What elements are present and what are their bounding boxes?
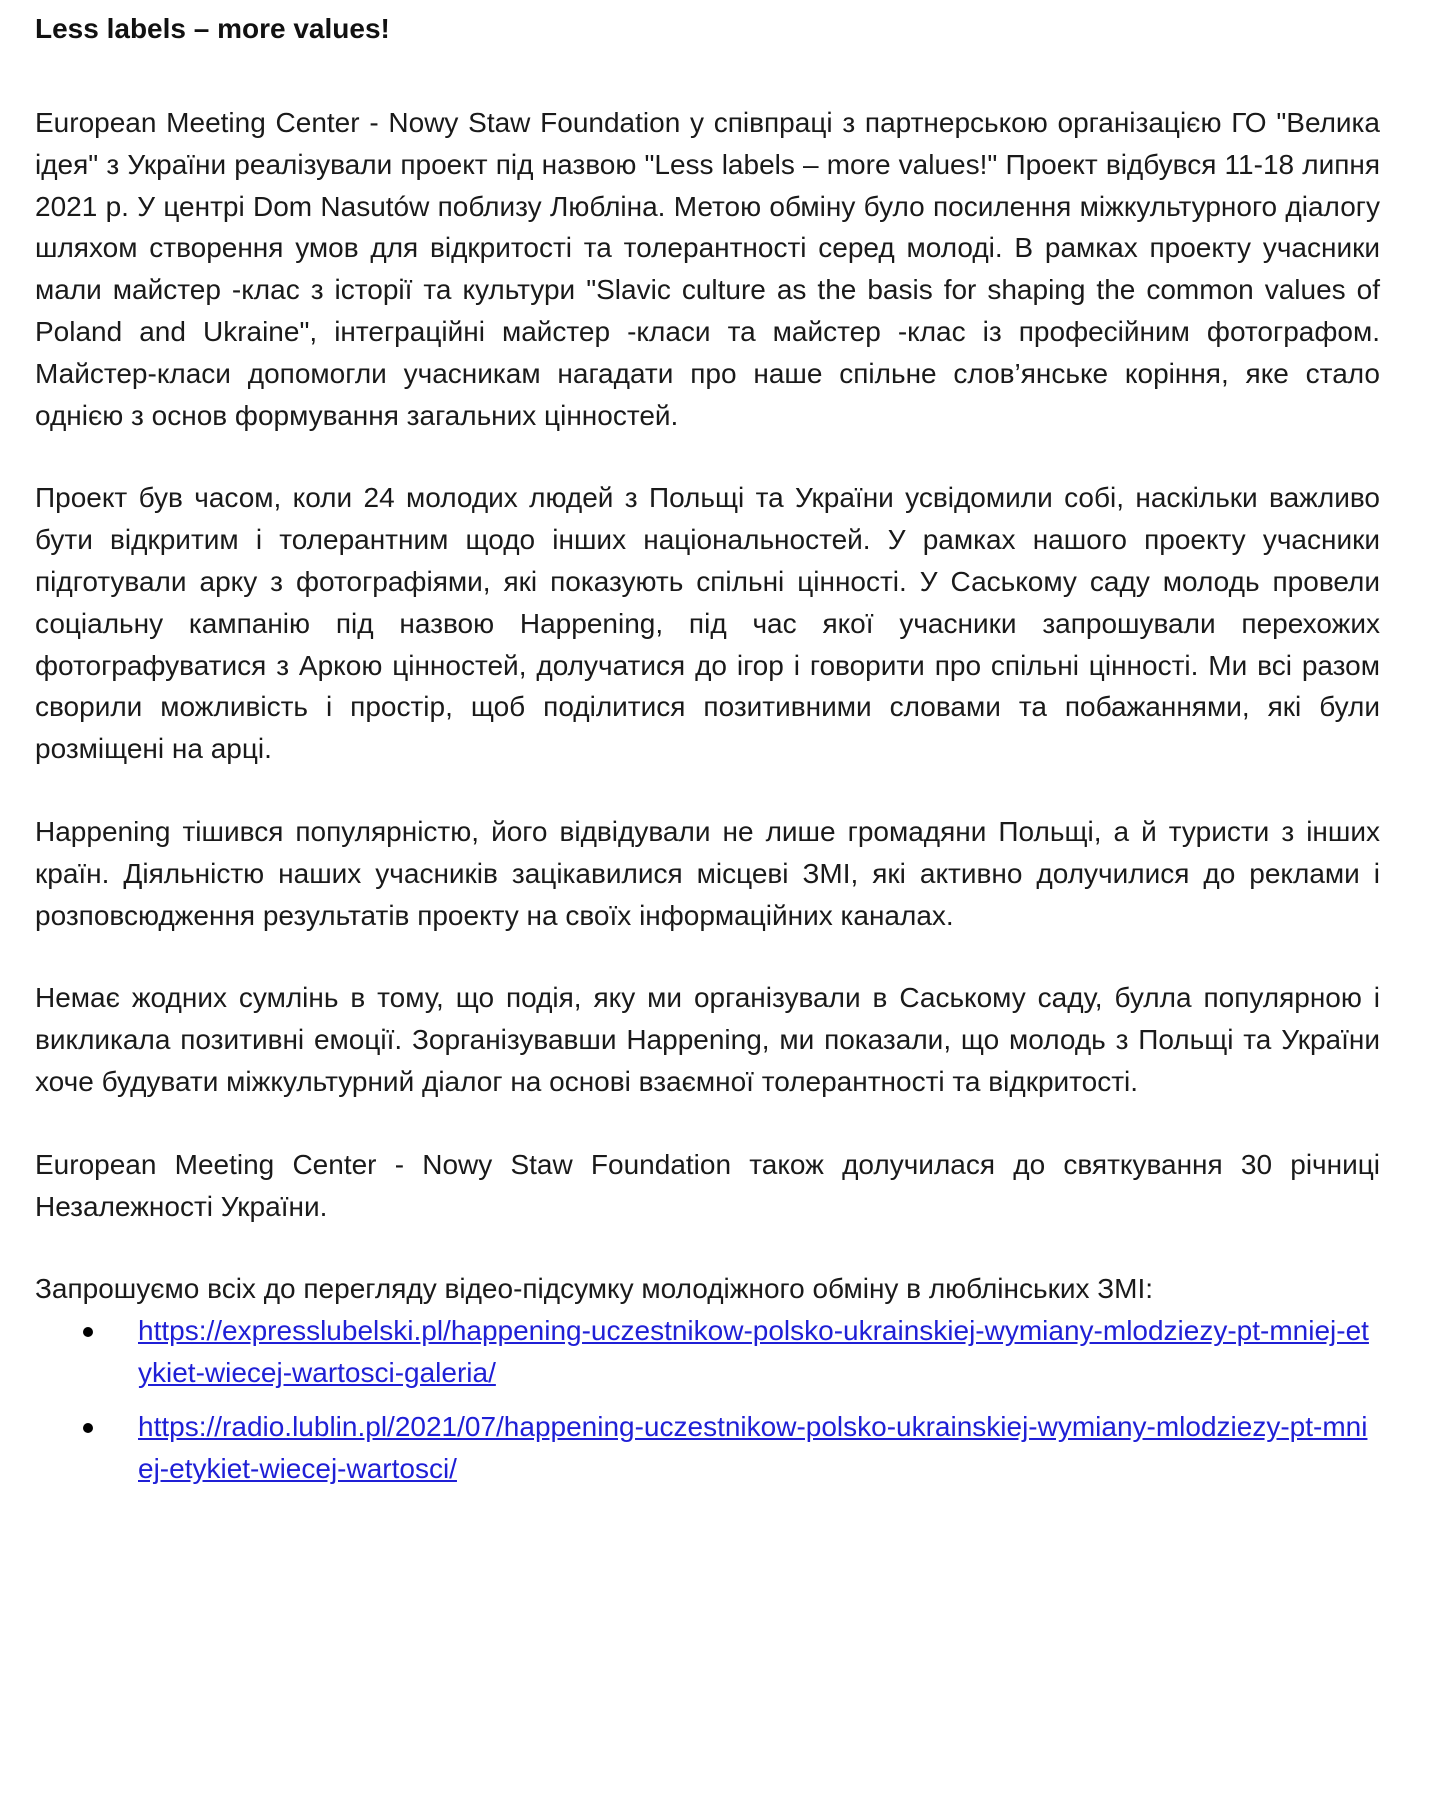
document-title: Less labels – more values! <box>35 13 390 44</box>
paragraph-positive-emotions: Немає жодних сумлінь в тому, що подія, яку ми організували в Саському саду, булла популярною і викликала позитивні емоції. Зорганізувавши Happening, ми показали, що молодь з Польщі та України хоче будувати міжкультурний діалог на основі взаємної толерантності та відкритості. <box>35 982 1380 1097</box>
list-item <box>138 1406 1380 1490</box>
paragraph-project-time: Проект був часом, коли 24 молодих людей з Польщі та України усвідомили собі, наскільки важливо бути відкритим і толерантним щодо інших національностей. У рамках нашого проекту учасники підготували арку з фотографіями, які показують спільні цінності. У Саському саду молодь провели соціальну кампанію під назвою Happening, під час якої учасники запрошували перехожих фотографуватися з Аркою цінностей, долучатися до ігор і говорити про спільні цінності. Ми всі разом сворили можливість і простір, щоб поділитися позитивними словами та побажаннями, які були розміщені на арці. <box>35 482 1380 765</box>
document-page <box>35 0 1380 1501</box>
link-express-lubelski[interactable]: https://expresslubelski.pl/happening-uczestnikow-polsko-ukrainskiej-wymiany-mlodziezy-pt-mniej-etykiet-wiecej-wartosci-galeria/ <box>138 1315 1369 1388</box>
list-item <box>138 1310 1380 1394</box>
paragraph-project-intro: European Meeting Center - Nowy Staw Foundation у співпраці з партнерською організацією ГО "Велика ідея" з України реалізували проект під назвою "Less labels – more values!" Проект відбувся 11-18 липня 2021 р. У центрі Dom Nasutów поблизу Любліна. Метою обміну було посилення міжкультурного діалогу шляхом створення умов для відкритості та толерантності серед молоді. В рамках проекту учасники мали майстер -клас з історії та культури "Slavic culture as the basis for shaping the common values of Poland and Ukraine", інтеграційні майстер -класи та майстер -клас із професійним фотографом. Майстер-класи допомогли учасникам нагадати про наше спільне слов’янське коріння, яке стало однією з основ формування загальних цінностей. <box>35 107 1380 431</box>
link-radio-lublin[interactable]: https://radio.lublin.pl/2021/07/happening-uczestnikow-polsko-ukrainskiej-wymiany-mlodziezy-pt-mniej-etykiet-wiecej-wartosci/ <box>138 1410 1368 1484</box>
bullet-icon <box>83 1327 93 1337</box>
paragraph-happening-popularity: Happening тішився популярністю, його відвідували не лише громадяни Польщі, а й туристи з інших країн. Діяльністю наших учасників зацікавилися місцеві ЗМІ, які активно долучилися до реклами і розповсюдження результатів проекту на своїх інформаційних каналах. <box>35 815 1380 931</box>
paragraph-video-invitation: Запрошуємо всіх до перегляду відео-підсумку молодіжного обміну в люблінських ЗМІ: <box>35 1273 1154 1305</box>
media-links-list <box>35 1310 1380 1489</box>
bullet-icon <box>83 1423 93 1433</box>
paragraph-independence-day: European Meeting Center - Nowy Staw Foundation також долучилася до святкування 30 річниці Незалежності України. <box>35 1148 1380 1222</box>
